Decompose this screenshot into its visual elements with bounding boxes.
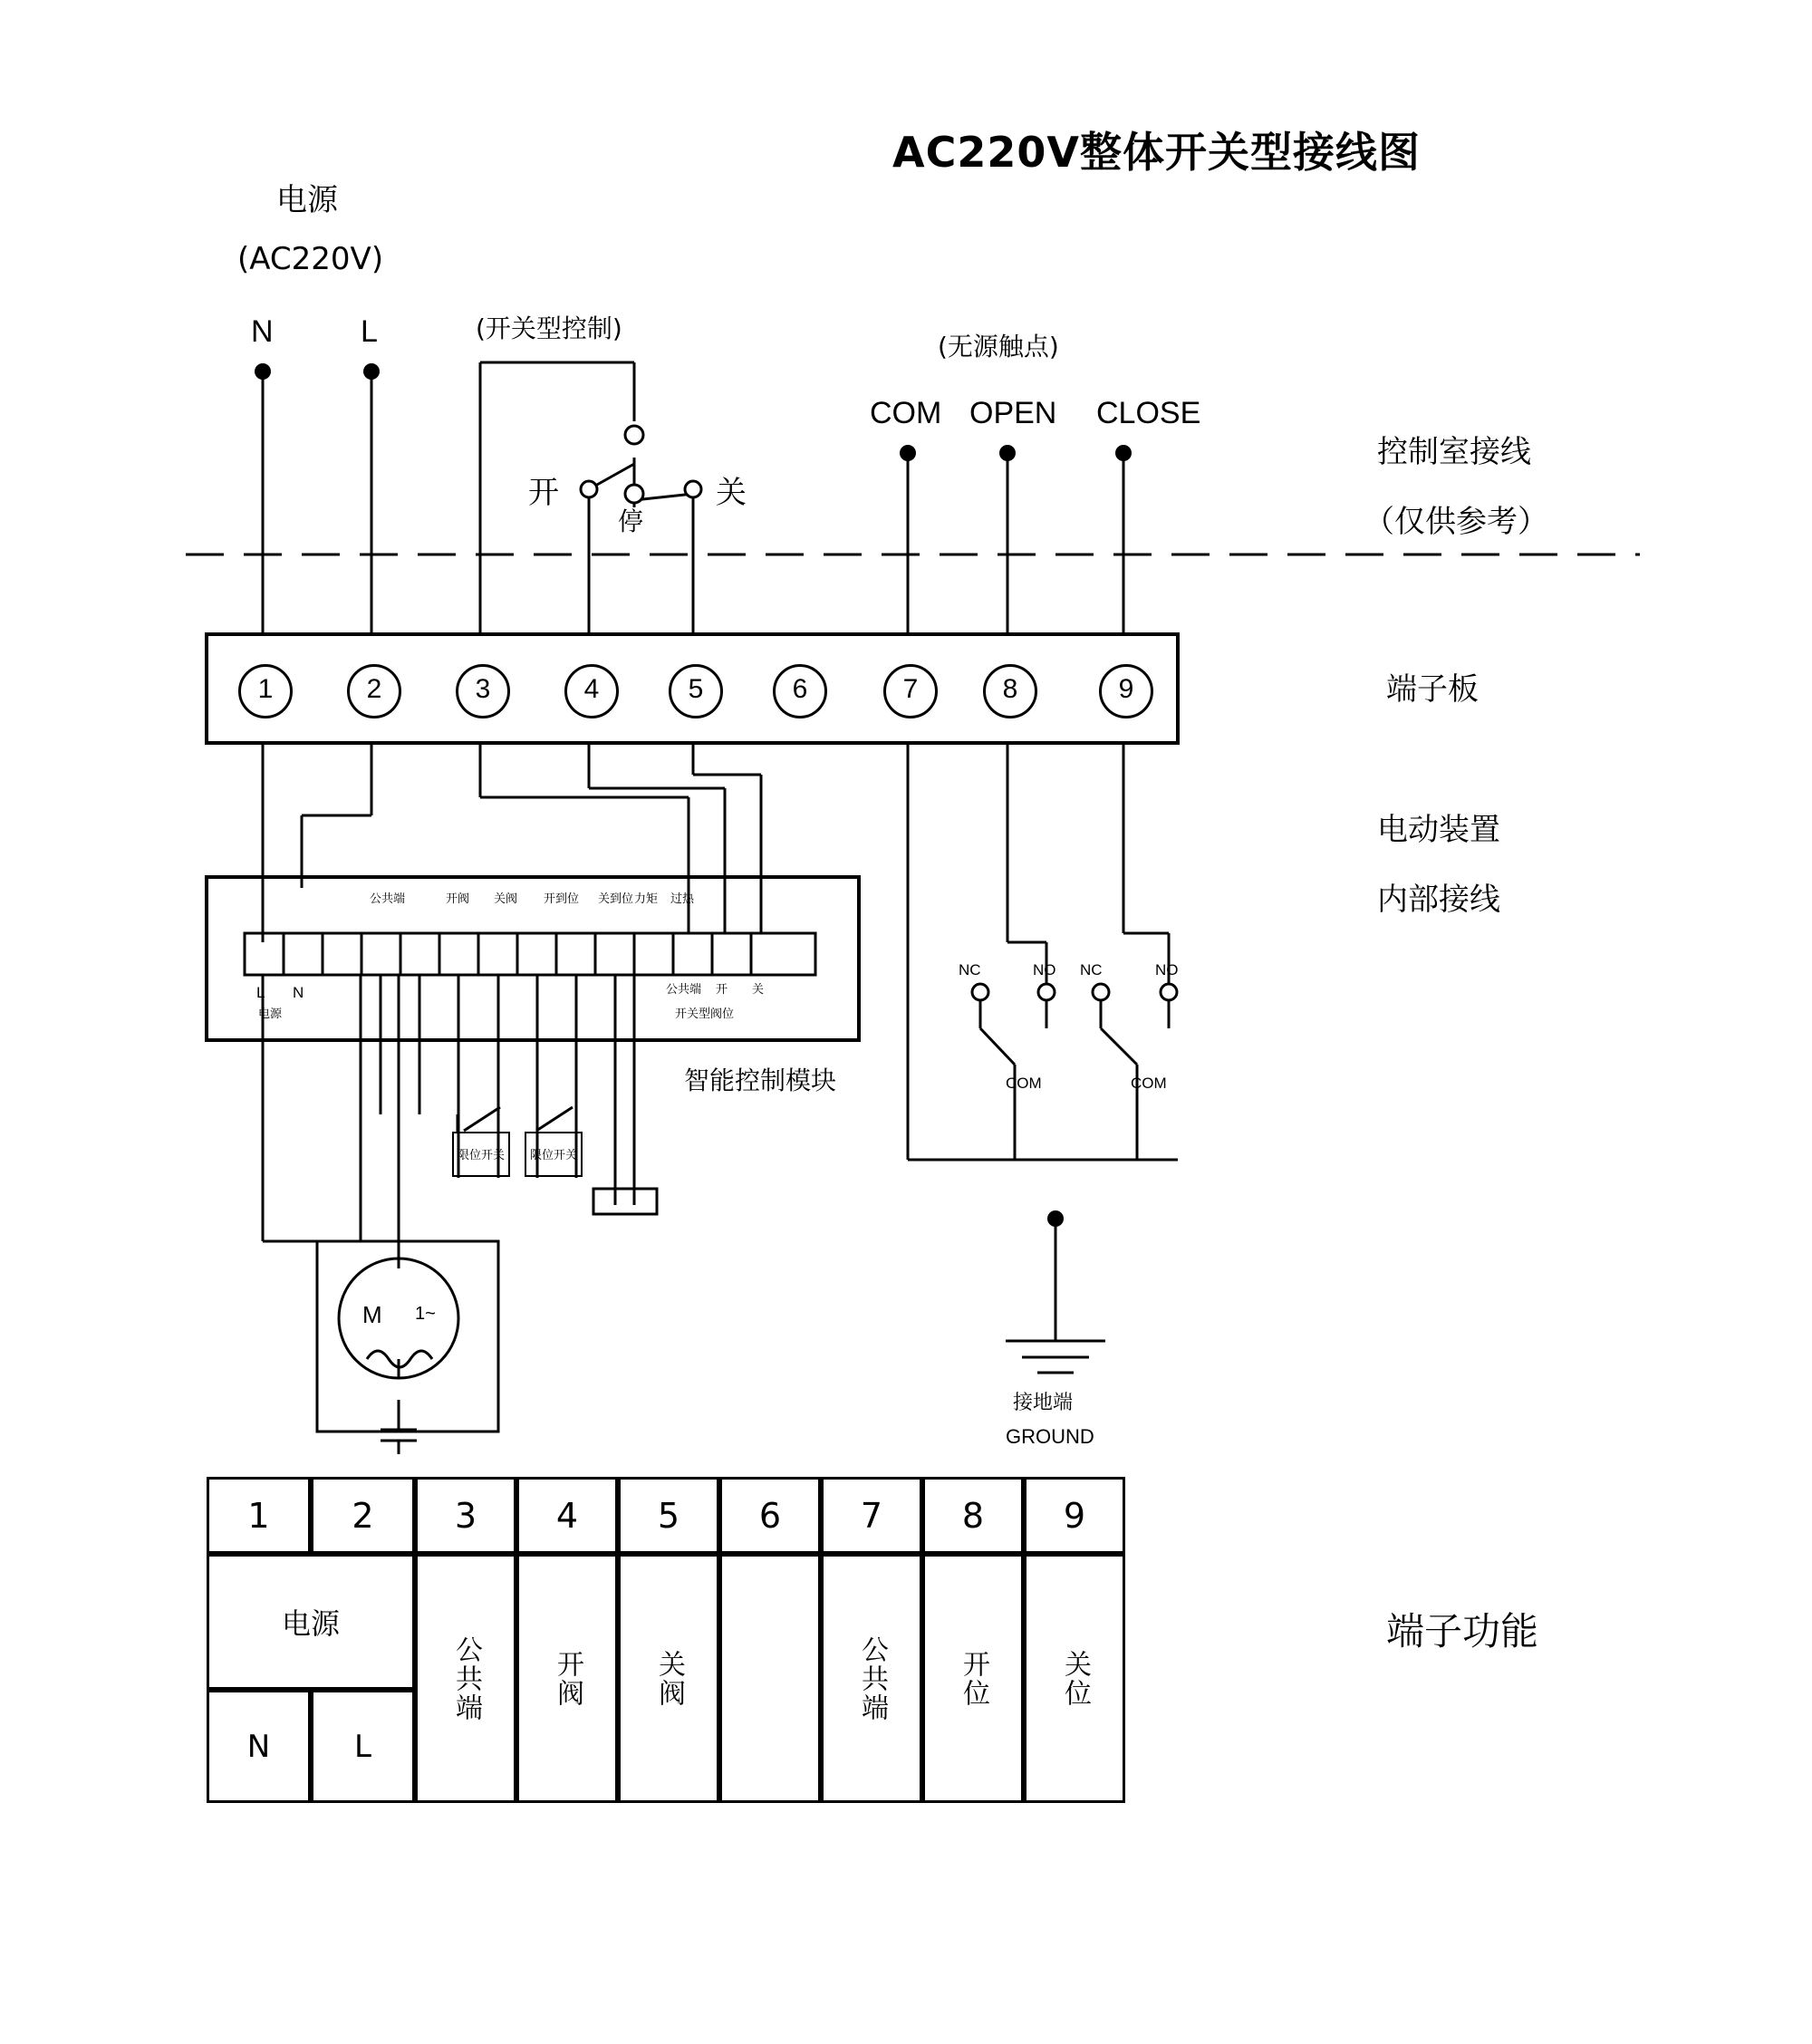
- module-power-n: N: [293, 984, 304, 1001]
- func-table-cell-9-text: 关位: [1059, 1649, 1091, 1708]
- relay-right-no-label: NO: [1155, 961, 1179, 979]
- module-out-label-2: 关: [752, 983, 765, 997]
- func-table-num-7: 7: [821, 1477, 922, 1554]
- dry-contact-note: (无源触点): [938, 332, 1059, 362]
- terminal-l-label: L: [361, 314, 378, 349]
- label-control-room-2: （仅供参考）: [1364, 504, 1548, 540]
- func-table-cell-5-text: 关阀: [653, 1649, 685, 1708]
- func-table-num-6: 6: [719, 1477, 821, 1554]
- label-terminal-function: 端子功能: [1386, 1609, 1539, 1654]
- relay-left-no-label: NO: [1033, 961, 1056, 979]
- module-caption: 智能控制模块: [684, 1065, 837, 1095]
- func-table-num-1: 1: [207, 1477, 311, 1554]
- func-table-cell-9: [1024, 1554, 1125, 1803]
- motor-symbol-label: M: [362, 1301, 382, 1328]
- func-table-num-2: 2: [311, 1477, 415, 1554]
- func-table-cell-5: [618, 1554, 719, 1803]
- terminal-circle-4: 4: [564, 664, 619, 718]
- func-table-power-cell: 电源: [207, 1554, 415, 1690]
- module-top-label-2: 关阀: [494, 892, 518, 906]
- switch-control-note: (开关型控制): [476, 313, 622, 343]
- module-top-label-5: 力矩: [634, 892, 659, 906]
- terminal-circle-9: 9: [1099, 664, 1153, 718]
- func-table-cell-7: [821, 1554, 922, 1803]
- func-table-cell-3-text: 公共端: [450, 1634, 482, 1722]
- func-table-cell-7-text: 公共端: [856, 1634, 888, 1722]
- func-table-num-5: 5: [618, 1477, 719, 1554]
- label-terminal-board: 端子板: [1386, 671, 1479, 708]
- relay-right-com-label: COM: [1131, 1075, 1167, 1092]
- label-control-room-1: 控制室接线: [1377, 434, 1531, 470]
- motor-phase-label: 1~: [415, 1304, 436, 1324]
- func-table-num-3: 3: [415, 1477, 516, 1554]
- switch-close-label: 关: [716, 475, 747, 511]
- power-label: 电源: [276, 182, 338, 218]
- relay-left-com-label: COM: [1006, 1075, 1042, 1092]
- module-out-label-0: 公共端: [666, 983, 702, 997]
- func-table-n-cell: N: [207, 1690, 311, 1803]
- ground-label-cn: 接地端: [1013, 1392, 1074, 1414]
- module-power-l: L: [256, 984, 265, 1001]
- switch-open-label: 开: [528, 475, 559, 511]
- power-voltage-label: (AC220V): [237, 241, 384, 277]
- module-top-label-3: 开到位: [544, 892, 580, 906]
- terminal-circle-1: 1: [238, 664, 293, 718]
- limit-switch-1-label: 限位开关: [458, 1149, 506, 1162]
- relay-right-nc-label: NC: [1080, 961, 1103, 979]
- relay-left-nc-label: NC: [959, 961, 981, 979]
- func-table-cell-8: [922, 1554, 1024, 1803]
- module-power-caption: 电源: [258, 1008, 283, 1021]
- terminal-circle-8: 8: [983, 664, 1037, 718]
- func-table-cell-4: [516, 1554, 618, 1803]
- module-top-label-6: 过热: [670, 892, 695, 906]
- func-table-num-8: 8: [922, 1477, 1024, 1554]
- module-top-label-1: 开阀: [446, 892, 470, 906]
- func-table-num-4: 4: [516, 1477, 618, 1554]
- func-table-num-9: 9: [1024, 1477, 1125, 1554]
- func-table-l-cell: L: [311, 1690, 415, 1803]
- terminal-circle-6: 6: [773, 664, 827, 718]
- terminal-n-label: N: [251, 314, 274, 349]
- terminal-circle-5: 5: [669, 664, 723, 718]
- label-device-1: 电动装置: [1377, 812, 1500, 848]
- func-table-cell-4-text: 开阀: [552, 1649, 583, 1708]
- func-table-cell-3: [415, 1554, 516, 1803]
- module-top-label-4: 关到位: [598, 892, 634, 906]
- module-top-label-0: 公共端: [370, 892, 406, 906]
- func-table-cell-6: [719, 1554, 821, 1803]
- limit-switch-2-label: 限位开关: [530, 1149, 578, 1162]
- terminal-circle-2: 2: [347, 664, 401, 718]
- label-device-2: 内部接线: [1377, 882, 1500, 918]
- diagram-title: AC220V整体开关型接线图: [892, 128, 1421, 177]
- terminal-circle-3: 3: [456, 664, 510, 718]
- switch-stop-label: 停: [618, 506, 644, 536]
- module-out-caption: 开关型阀位: [675, 1008, 735, 1021]
- ground-label-en: GROUND: [1006, 1425, 1094, 1448]
- dry-contact-com-label: COM: [870, 396, 942, 430]
- func-table-cell-8-text: 开位: [958, 1649, 989, 1708]
- module-out-label-1: 开: [716, 983, 728, 997]
- dry-contact-close-label: CLOSE: [1096, 396, 1201, 430]
- terminal-circle-7: 7: [883, 664, 938, 718]
- dry-contact-open-label: OPEN: [969, 396, 1057, 430]
